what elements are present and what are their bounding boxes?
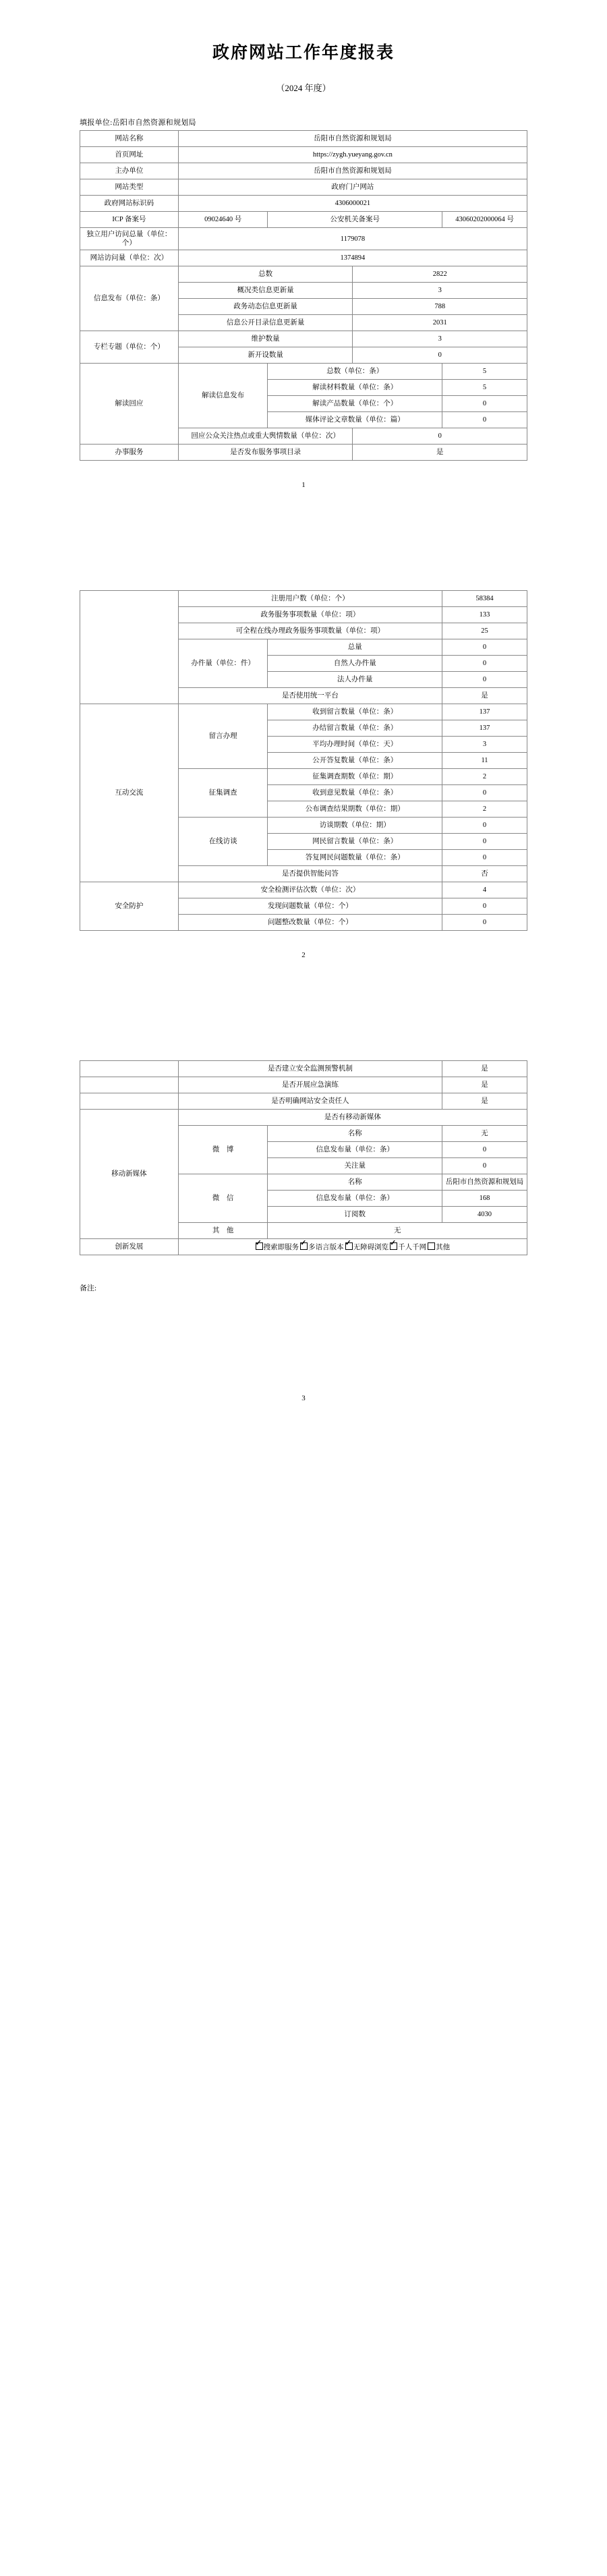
interpret-publish-label: 解读信息发布 xyxy=(178,364,268,428)
report-unit xyxy=(80,117,527,127)
table-row xyxy=(80,147,527,163)
page-number: 1 xyxy=(301,481,306,490)
innovation-option[interactable] xyxy=(428,1242,450,1252)
service-interaction-table xyxy=(80,590,527,931)
bottom-space xyxy=(80,1293,527,1374)
cases-sub-label: 总量 xyxy=(268,639,442,656)
innovation-label: 创新发展 xyxy=(80,1239,179,1255)
cases-sub-value: 0 xyxy=(442,672,527,688)
row-label: 网站类型 xyxy=(80,179,179,196)
pageviews-value: 1374894 xyxy=(178,250,527,266)
publish-sub-label: 总数 xyxy=(178,266,353,283)
basic-info-table xyxy=(80,130,527,461)
checkbox-icon[interactable] xyxy=(300,1242,308,1250)
row-value: 25 xyxy=(442,623,527,639)
weixin-sub-value: 4030 xyxy=(442,1207,527,1223)
online-sub-label: 访谈期数（单位：期） xyxy=(268,818,442,834)
media-innovation-table xyxy=(80,1060,527,1255)
survey-sub-label: 收到意见数量（单位：条） xyxy=(268,785,442,801)
table-row xyxy=(80,1093,527,1110)
interpret-sub-label: 解读产品数量（单位：个） xyxy=(268,396,442,412)
security-section-label xyxy=(80,1061,179,1077)
interpret-sub-label: 解读材料数量（单位：条） xyxy=(268,380,442,396)
security-section-label xyxy=(80,1077,179,1093)
weixin-sub-value: 岳阳市自然资源和规划局 xyxy=(442,1174,527,1191)
row-value: 133 xyxy=(442,607,527,623)
survey-sub-label: 征集调查期数（单位：期） xyxy=(268,769,442,785)
cases-label: 办件量（单位：件） xyxy=(178,639,268,688)
survey-sub-value: 0 xyxy=(442,785,527,801)
online-label: 在线访谈 xyxy=(178,818,268,866)
row-label: 政府网站标识码 xyxy=(80,196,179,212)
table-row xyxy=(80,196,527,212)
weibo-sub-value: 0 xyxy=(442,1142,527,1158)
report-unit-label: 填报单位: xyxy=(80,119,113,127)
security-sub-value: 0 xyxy=(442,898,527,915)
smart-value: 否 xyxy=(442,866,527,882)
message-sub-value: 137 xyxy=(442,720,527,737)
message-sub-label: 收到留言数量（单位：条） xyxy=(268,704,442,720)
weixin-label: 微 信 xyxy=(178,1174,268,1223)
security-label: 安全防护 xyxy=(80,882,179,931)
table-row-visitors xyxy=(80,228,527,250)
message-sub-value: 3 xyxy=(442,737,527,753)
security-sub-value: 0 xyxy=(442,915,527,931)
row-label: 首页网址 xyxy=(80,147,179,163)
interpret-sub-label: 总数（单位：条） xyxy=(268,364,442,380)
checkbox-icon[interactable] xyxy=(256,1242,263,1250)
security-sub-label: 发现问题数量（单位：个） xyxy=(178,898,442,915)
online-sub-value: 0 xyxy=(442,850,527,866)
innovation-option-label: 无障碍浏览 xyxy=(353,1243,389,1251)
service-section-label xyxy=(80,591,179,704)
message-label: 留言办理 xyxy=(178,704,268,769)
platform-value: 是 xyxy=(442,688,527,704)
row-label: 主办单位 xyxy=(80,163,179,179)
table-row xyxy=(80,131,527,147)
table-row-pageviews xyxy=(80,250,527,266)
checkbox-icon[interactable] xyxy=(345,1242,353,1250)
report-year: （2024 年度） xyxy=(276,83,331,93)
table-row-icp xyxy=(80,212,527,228)
publish-sub-label: 政务动态信息更新量 xyxy=(178,299,353,315)
visitors-label: 独立用户访问总量（单位：个） xyxy=(80,228,179,250)
row-label: 是否开展应急演练 xyxy=(178,1077,442,1093)
interpret-sub-value: 5 xyxy=(442,380,527,396)
table-row xyxy=(80,591,527,607)
message-sub-value: 11 xyxy=(442,753,527,769)
hot-response-label: 回应公众关注热点或重大舆情数量（单位：次） xyxy=(178,428,353,445)
innovation-option[interactable] xyxy=(390,1242,426,1252)
icp-label: ICP 备案号 xyxy=(80,212,179,228)
page-number: 2 xyxy=(301,951,306,960)
page-break-2 xyxy=(0,959,607,1060)
columns-sub-value: 0 xyxy=(353,347,527,364)
service-value: 是 xyxy=(353,445,527,461)
innovation-option-label: 千人千网 xyxy=(398,1243,427,1251)
other-value: 无 xyxy=(268,1223,527,1239)
checkbox-icon[interactable] xyxy=(428,1242,435,1250)
report-unit-value: 岳阳市自然资源和规划局 xyxy=(112,119,196,127)
row-label: 网站名称 xyxy=(80,131,179,147)
survey-sub-value: 2 xyxy=(442,801,527,818)
row-value: 是 xyxy=(442,1093,527,1110)
publish-sub-value: 788 xyxy=(353,299,527,315)
other-label: 其 他 xyxy=(178,1223,268,1239)
columns-sub-value: 3 xyxy=(353,331,527,347)
table-row xyxy=(80,1061,527,1077)
service-label: 办事服务 xyxy=(80,445,179,461)
message-sub-label: 办结留言数量（单位：条） xyxy=(268,720,442,737)
row-label: 是否建立安全监测预警机制 xyxy=(178,1061,442,1077)
columns-sub-label: 维护数量 xyxy=(178,331,353,347)
publish-sub-value: 3 xyxy=(353,283,527,299)
row-label: 是否明确网站安全责任人 xyxy=(178,1093,442,1110)
visitors-value: 1179078 xyxy=(178,228,527,250)
media-label: 移动新媒体 xyxy=(80,1110,179,1239)
innovation-option-label: 多语言版本 xyxy=(308,1243,344,1251)
security-sub-label: 安全检测评估次数（单位：次） xyxy=(178,882,442,898)
publish-sub-value: 2031 xyxy=(353,315,527,331)
survey-sub-value: 2 xyxy=(442,769,527,785)
publish-label: 信息发布（单位：条） xyxy=(80,266,179,331)
row-value: 58384 xyxy=(442,591,527,607)
cases-sub-label: 自然人办件量 xyxy=(268,656,442,672)
page-1 xyxy=(0,0,607,489)
remark-label: 备注: xyxy=(80,1284,97,1293)
table-row-security xyxy=(80,882,527,898)
columns-label: 专栏专题（单位：个） xyxy=(80,331,179,364)
publish-sub-label: 概况类信息更新量 xyxy=(178,283,353,299)
interaction-label: 互动交流 xyxy=(80,704,179,882)
page-break-1 xyxy=(0,489,607,590)
publish-sub-value: 2822 xyxy=(353,266,527,283)
weibo-sub-label: 关注量 xyxy=(268,1158,442,1174)
table-row-service xyxy=(80,445,527,461)
innovation-option[interactable] xyxy=(345,1242,389,1252)
table-row-columns xyxy=(80,331,527,347)
row-value: 是 xyxy=(442,1061,527,1077)
publish-sub-label: 信息公开目录信息更新量 xyxy=(178,315,353,331)
online-sub-label: 网民留言数量（单位：条） xyxy=(268,834,442,850)
police-value: 43060202000064 号 xyxy=(442,212,527,228)
columns-sub-label: 新开设数量 xyxy=(178,347,353,364)
table-row-media xyxy=(80,1110,527,1126)
security-sub-label: 问题整改数量（单位：个） xyxy=(178,915,442,931)
message-sub-label: 平均办理时间（单位：天） xyxy=(268,737,442,753)
weixin-sub-label: 名称 xyxy=(268,1174,442,1191)
weixin-sub-label: 信息发布量（单位：条） xyxy=(268,1191,442,1207)
police-label: 公安机关备案号 xyxy=(268,212,442,228)
online-sub-value: 0 xyxy=(442,818,527,834)
weixin-sub-value: 168 xyxy=(442,1191,527,1207)
table-row xyxy=(80,1077,527,1093)
table-row-message xyxy=(80,704,527,720)
row-value: 是 xyxy=(442,1077,527,1093)
page-2 xyxy=(0,590,607,959)
table-row-innovation xyxy=(80,1239,527,1255)
service-sub-label: 是否发布服务事项目录 xyxy=(178,445,353,461)
cases-sub-value: 0 xyxy=(442,639,527,656)
table-row-publish xyxy=(80,266,527,283)
table-row-interpret xyxy=(80,364,527,380)
innovation-options xyxy=(178,1239,527,1255)
interpret-sub-value: 0 xyxy=(442,396,527,412)
smart-label: 是否提供智能问答 xyxy=(178,866,442,882)
row-value: https://zygh.yueyang.gov.cn xyxy=(178,147,527,163)
weixin-sub-label: 订阅数 xyxy=(268,1207,442,1223)
pageviews-label: 网站访问量（单位：次） xyxy=(80,250,179,266)
row-label: 注册用户数（单位：个） xyxy=(178,591,442,607)
interpret-sub-label: 媒体评论文章数量（单位：篇） xyxy=(268,412,442,428)
row-value: 政府门户网站 xyxy=(178,179,527,196)
survey-label: 征集调查 xyxy=(178,769,268,818)
row-value: 岳阳市自然资源和规划局 xyxy=(178,131,527,147)
checkbox-icon[interactable] xyxy=(390,1242,397,1250)
weibo-sub-value: 无 xyxy=(442,1126,527,1142)
row-value: 岳阳市自然资源和规划局 xyxy=(178,163,527,179)
row-label: 可全程在线办理政务服务事项数量（单位：项） xyxy=(178,623,442,639)
innovation-option[interactable] xyxy=(300,1242,344,1252)
innovation-option[interactable] xyxy=(256,1242,299,1252)
platform-label: 是否使用统一平台 xyxy=(178,688,442,704)
page-title: 政府网站工作年度报表 xyxy=(212,44,395,62)
table-row xyxy=(80,163,527,179)
security-sub-value: 4 xyxy=(442,882,527,898)
weibo-label: 微 博 xyxy=(178,1126,268,1174)
page-number: 3 xyxy=(301,1394,306,1403)
security-section-label xyxy=(80,1093,179,1110)
innovation-option-label: 其他 xyxy=(436,1243,451,1251)
cases-sub-label: 法人办件量 xyxy=(268,672,442,688)
survey-sub-label: 公布调查结果期数（单位：期） xyxy=(268,801,442,818)
row-value: 4306000021 xyxy=(178,196,527,212)
weibo-sub-value: 0 xyxy=(442,1158,527,1174)
table-row xyxy=(80,179,527,196)
media-has-label: 是否有移动新媒体 xyxy=(178,1110,527,1126)
cases-sub-value: 0 xyxy=(442,656,527,672)
innovation-option-label: 搜索即服务 xyxy=(263,1243,299,1251)
interpret-sub-value: 0 xyxy=(442,412,527,428)
row-label: 政务服务事项数量（单位：项） xyxy=(178,607,442,623)
online-sub-label: 答复网民问题数量（单位：条） xyxy=(268,850,442,866)
message-sub-value: 137 xyxy=(442,704,527,720)
message-sub-label: 公开答复数量（单位：条） xyxy=(268,753,442,769)
weibo-sub-label: 名称 xyxy=(268,1126,442,1142)
hot-response-value: 0 xyxy=(353,428,527,445)
weibo-sub-label: 信息发布量（单位：条） xyxy=(268,1142,442,1158)
icp-value: 09024640 号 xyxy=(178,212,268,228)
online-sub-value: 0 xyxy=(442,834,527,850)
interpret-label: 解读回应 xyxy=(80,364,179,445)
interpret-sub-value: 5 xyxy=(442,364,527,380)
page-3 xyxy=(0,1060,607,1429)
